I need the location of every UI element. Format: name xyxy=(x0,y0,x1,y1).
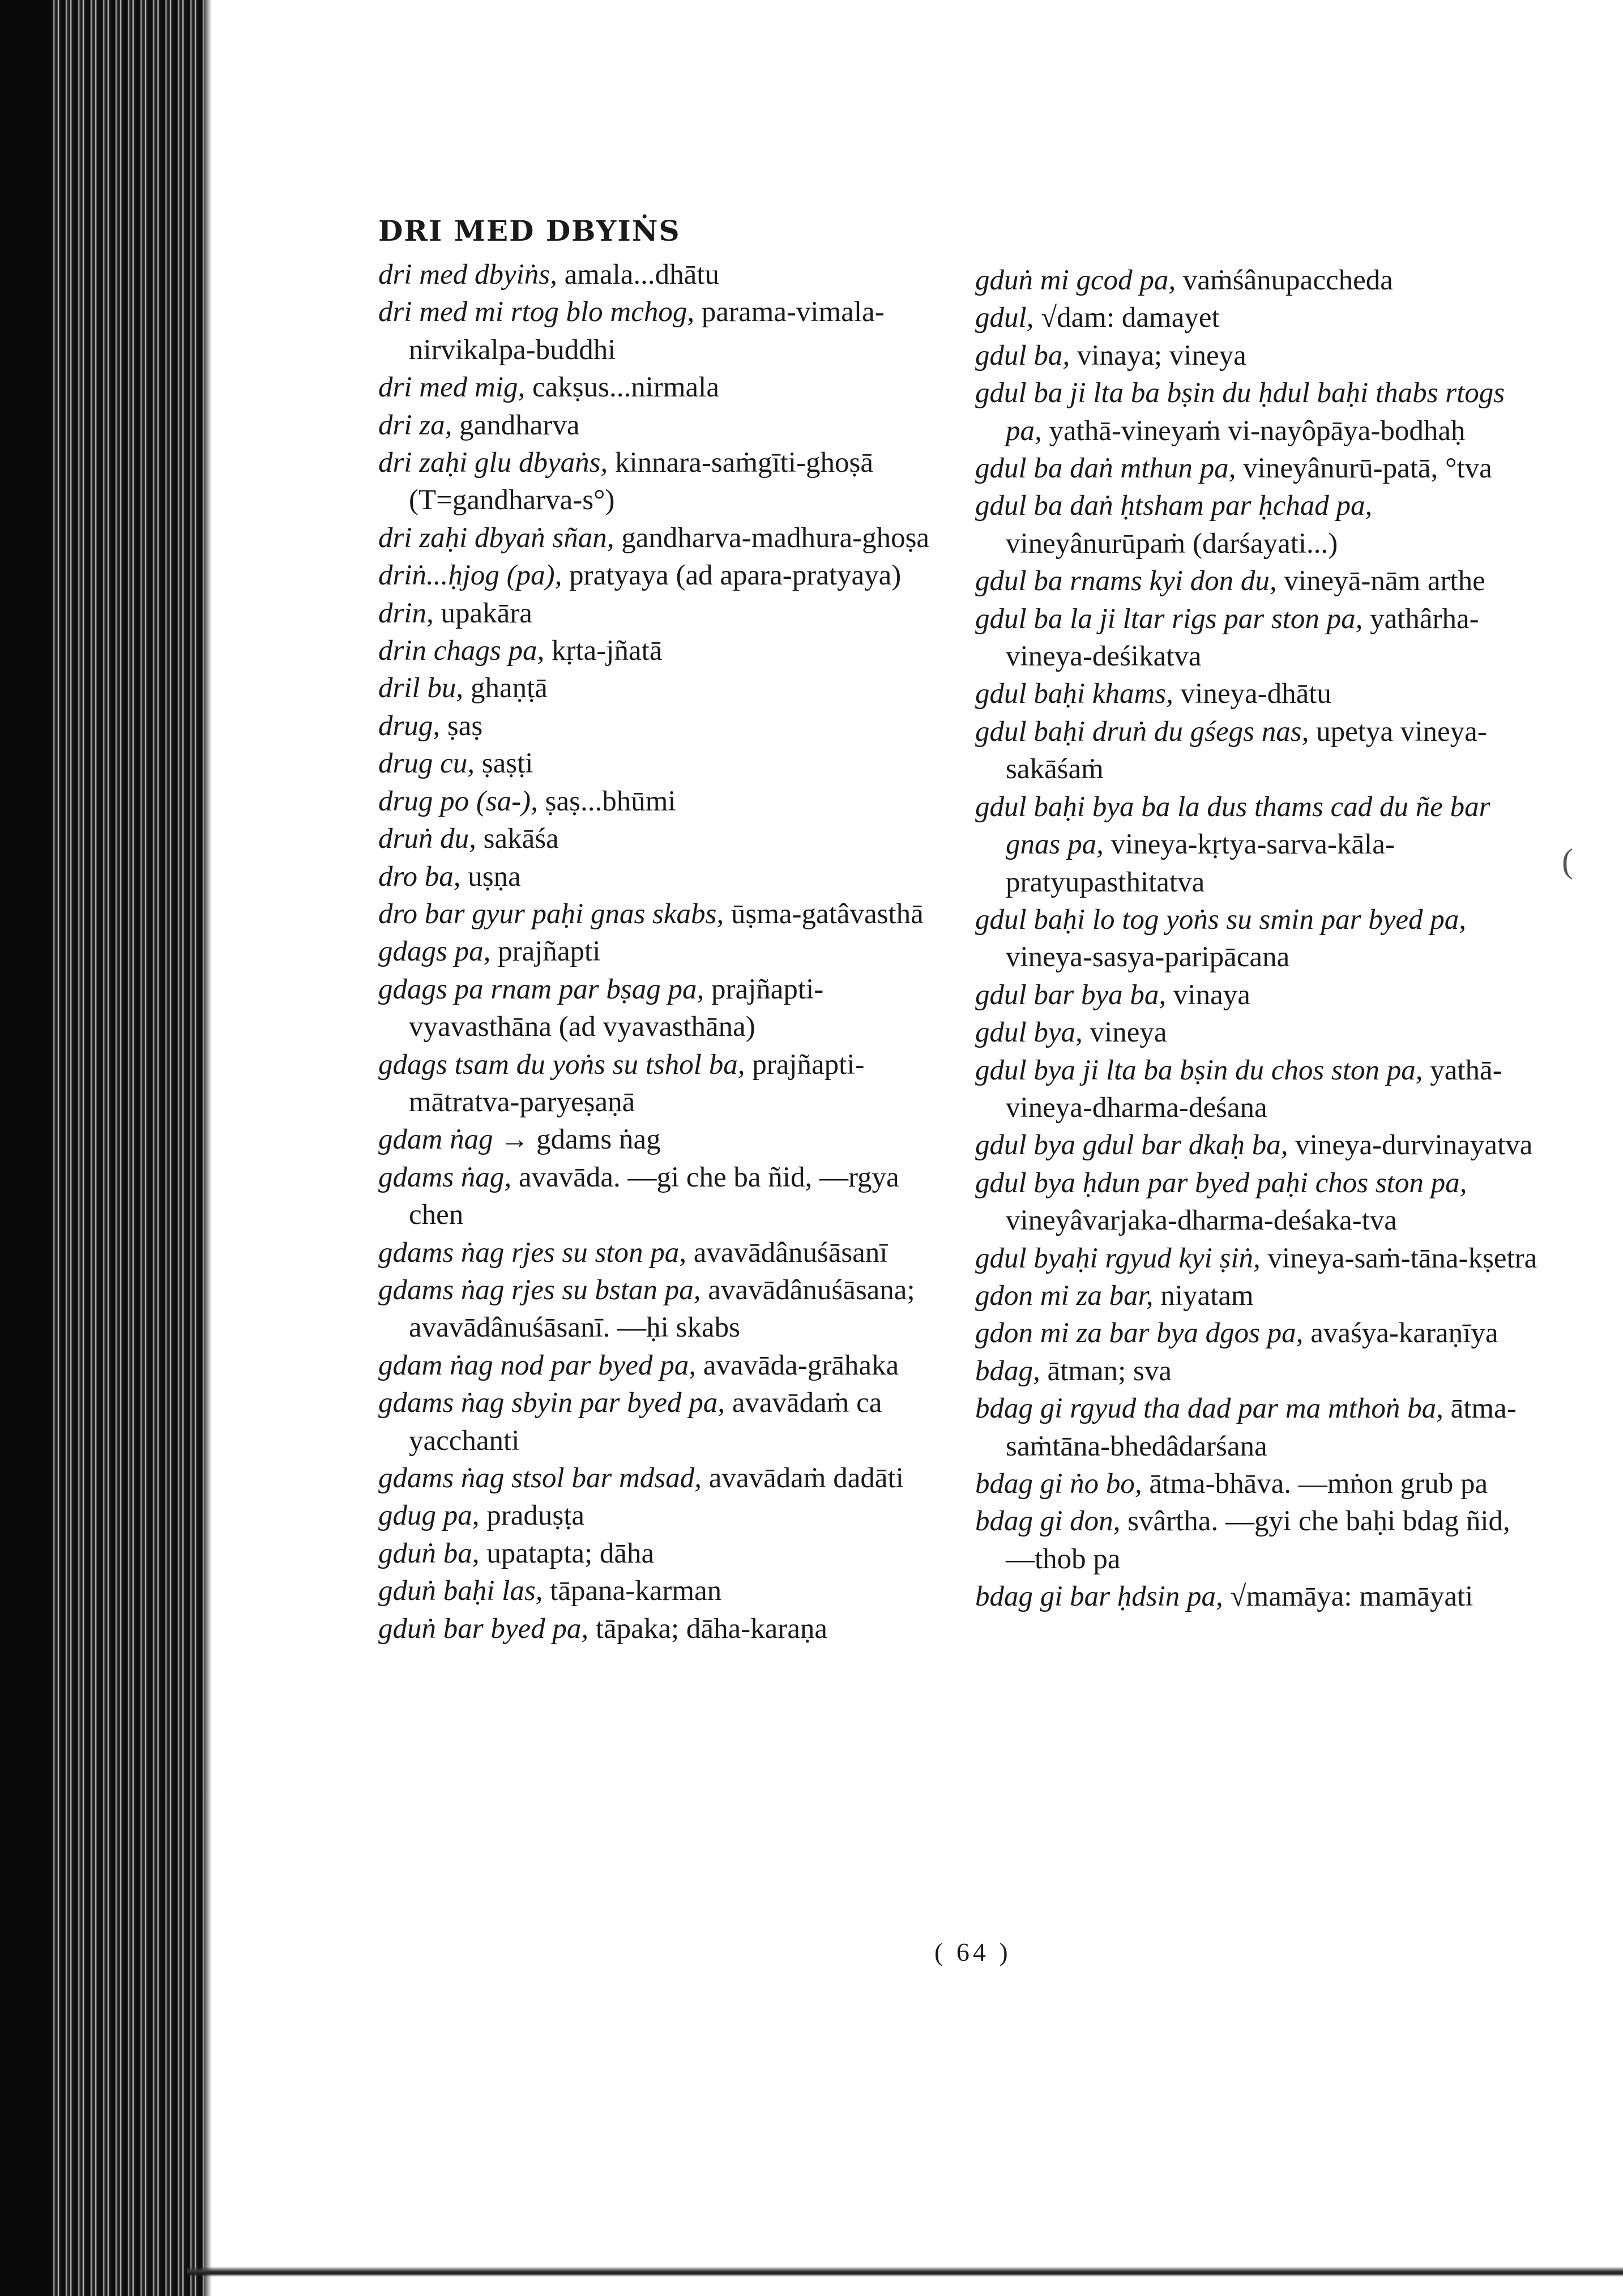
dictionary-entry xyxy=(975,299,1541,336)
tibetan-term: druṅ du, xyxy=(378,823,476,855)
sanskrit-gloss: ghaṇṭā xyxy=(463,672,548,705)
dictionary-entry xyxy=(975,901,1541,976)
dictionary-entry xyxy=(975,487,1541,562)
tibetan-term: gdul bya ji lta ba bṣin du chos ston pa, xyxy=(975,1054,1423,1086)
dictionary-entry xyxy=(975,562,1541,600)
sanskrit-gloss: prajñapti-vyavasthāna (ad vyavasthāna) xyxy=(409,973,824,1043)
tibetan-term: gdug pa, xyxy=(378,1500,480,1532)
dictionary-entry xyxy=(975,262,1541,299)
tibetan-term: gduṅ mi gcod pa, xyxy=(975,264,1176,296)
sanskrit-gloss: prajñapti-mātratva-paryeṣaṇā xyxy=(409,1048,865,1118)
dictionary-entry xyxy=(378,557,945,594)
margin-mark: ( xyxy=(1562,842,1573,880)
tibetan-term: drug, xyxy=(378,710,441,742)
sanskrit-gloss: avavādaṁ ca yacchanti xyxy=(409,1387,882,1457)
dictionary-entry xyxy=(378,669,945,707)
tibetan-term: gdags pa, xyxy=(378,936,491,968)
sanskrit-gloss: kinnara-saṁgīti-ghoṣā (T=gandharva-s°) xyxy=(409,447,873,517)
tibetan-term: drin chags pa, xyxy=(378,635,545,667)
sanskrit-gloss: upetya vineya-sakāśaṁ xyxy=(1006,715,1487,786)
dictionary-entry xyxy=(378,1610,945,1648)
tibetan-term: gdul ba rnams kyi don du, xyxy=(975,565,1277,598)
sanskrit-gloss: ṣaṣ xyxy=(440,710,483,742)
dictionary-entry xyxy=(975,1277,1541,1315)
dictionary-entry xyxy=(975,1052,1541,1127)
dictionary-entry xyxy=(378,369,945,406)
sanskrit-gloss: avavāda. —gi che ba ñid, —rgya chen xyxy=(409,1161,899,1231)
sanskrit-gloss: uṣṇa xyxy=(460,860,521,893)
tibetan-term: dri med mig, xyxy=(378,372,526,404)
sanskrit-gloss: parama-vimala-nirvikalpa-buddhi xyxy=(409,296,885,366)
dictionary-entry xyxy=(378,632,945,669)
tibetan-term: gduṅ baḥi las, xyxy=(378,1575,543,1607)
dictionary-entry xyxy=(975,450,1541,487)
dictionary-entry xyxy=(378,895,945,933)
dictionary-entry xyxy=(975,1315,1541,1352)
tibetan-term: gdul bar bya ba, xyxy=(975,979,1167,1011)
tibetan-term: gduṅ bar byed pa, xyxy=(378,1612,589,1645)
right-column xyxy=(975,262,1541,1616)
tibetan-term: gdul bya, xyxy=(975,1017,1083,1049)
tibetan-term: drug po (sa-), xyxy=(378,785,538,817)
sanskrit-gloss: upakāra xyxy=(433,597,532,629)
sanskrit-gloss: yathârha-vineya-deśikatva xyxy=(1006,603,1479,673)
dictionary-entry xyxy=(975,713,1541,788)
tibetan-term: gdul ba la ji ltar rigs par ston pa, xyxy=(975,603,1363,635)
dictionary-entry xyxy=(378,595,945,632)
dictionary-entry xyxy=(378,444,945,519)
sanskrit-gloss: vineya-dhātu xyxy=(1173,678,1331,710)
dictionary-entry xyxy=(975,976,1541,1014)
sanskrit-gloss: vineya-sasya-paripācana xyxy=(1006,941,1290,974)
dictionary-entry xyxy=(975,1578,1541,1615)
tibetan-term: bdag gi bar ḥdsin pa, xyxy=(975,1581,1223,1613)
tibetan-term: gdam ṅag nod par byed pa, xyxy=(378,1349,696,1381)
sanskrit-gloss: vineya-kṛtya-sarva-kāla-pratyupasthitatva xyxy=(1006,829,1395,898)
sanskrit-gloss: avavādânuśāsana; avavādânuśāsanī. —ḥi skabs xyxy=(409,1274,915,1344)
sanskrit-gloss: ūṣma-gatâvasthā xyxy=(724,898,924,930)
tibetan-term: dri med dbyiṅs, xyxy=(378,259,557,291)
tibetan-term: drin, xyxy=(378,597,434,629)
tibetan-term: dro ba, xyxy=(378,860,461,893)
sanskrit-gloss: amala...dhātu xyxy=(557,259,719,291)
tibetan-term: drug cu, xyxy=(378,748,475,780)
sanskrit-gloss: → gdams ṅag xyxy=(493,1124,661,1156)
dictionary-entry xyxy=(378,1121,945,1158)
dictionary-entry xyxy=(378,1347,945,1384)
sanskrit-gloss: ṣaṣ...bhūmi xyxy=(537,785,676,817)
dictionary-entry xyxy=(378,1271,945,1347)
dictionary-entry xyxy=(975,1352,1541,1390)
sanskrit-gloss: avavādaṁ dadāti xyxy=(702,1462,904,1494)
sanskrit-gloss: ṣaṣṭi xyxy=(474,748,533,780)
dictionary-entry xyxy=(975,600,1541,676)
dictionary-entry xyxy=(975,1164,1541,1240)
sanskrit-gloss: avavāda-grāhaka xyxy=(695,1349,899,1381)
sanskrit-gloss: vineya-durvinayatva xyxy=(1288,1129,1533,1162)
dictionary-entry xyxy=(975,675,1541,712)
tibetan-term: gdul, xyxy=(975,302,1034,334)
tibetan-term: gdags tsam du yoṅs su tshol ba, xyxy=(378,1048,745,1081)
sanskrit-gloss: gandharva-madhura-ghoṣa xyxy=(614,522,930,554)
sanskrit-gloss: vinaya; vineya xyxy=(1070,339,1246,372)
dictionary-entry xyxy=(378,407,945,444)
left-column xyxy=(378,256,945,1648)
sanskrit-gloss: ātma-bhāva. —mṅon grub pa xyxy=(1142,1468,1488,1500)
dictionary-entry xyxy=(378,783,945,820)
dictionary-entry xyxy=(378,1572,945,1610)
sanskrit-gloss: upatapta; dāha xyxy=(479,1537,655,1569)
sanskrit-gloss: niyatam xyxy=(1153,1279,1254,1312)
sanskrit-gloss: vinaya xyxy=(1166,979,1250,1011)
sanskrit-gloss: ātman; sva xyxy=(1040,1355,1172,1387)
tibetan-term: bdag gi ṅo bo, xyxy=(975,1468,1142,1500)
tibetan-term: gdags pa rnam par bṣag pa, xyxy=(378,973,704,1005)
sanskrit-gloss: vineya xyxy=(1082,1017,1167,1049)
tibetan-term: gdon mi za bar bya dgos pa, xyxy=(975,1317,1304,1350)
tibetan-term: dril bu, xyxy=(378,672,464,705)
tibetan-term: gduṅ ba, xyxy=(378,1537,480,1569)
tibetan-term: gdul baḥi khams, xyxy=(975,678,1173,710)
dictionary-entry xyxy=(378,256,945,293)
sanskrit-gloss: ātma-saṁtāna-bhedâdarśana xyxy=(1006,1393,1517,1462)
tibetan-term: gdul baḥi lo tog yoṅs su smin par byed pa, xyxy=(975,903,1466,936)
sanskrit-gloss: yathā-vineya-dharma-deśana xyxy=(1006,1054,1502,1124)
sanskrit-gloss: √dam: damayet xyxy=(1033,302,1220,334)
sanskrit-gloss: gandharva xyxy=(452,409,580,441)
sanskrit-gloss: vineyā-nām arthe xyxy=(1276,565,1485,598)
sanskrit-gloss: vaṁśânupaccheda xyxy=(1176,264,1393,296)
dictionary-entry xyxy=(378,858,945,895)
sanskrit-gloss: svârtha. —gyi che baḥi bdag ñid, —thob pa xyxy=(1006,1505,1510,1575)
tibetan-term: gdul byaḥi rgyud kyi ṣiṅ, xyxy=(975,1242,1261,1274)
dictionary-entry xyxy=(378,933,945,970)
tibetan-term: gdul bya gdul bar dkaḥ ba, xyxy=(975,1129,1288,1162)
sanskrit-gloss: tāpaka; dāha-karaṇa xyxy=(588,1612,828,1645)
sanskrit-gloss: vineya-saṁ-tāna-kṣetra xyxy=(1260,1242,1537,1274)
dictionary-entry xyxy=(378,1535,945,1572)
dictionary-entry xyxy=(975,1126,1541,1164)
bottom-page-shadow xyxy=(187,2267,1623,2277)
tibetan-term: gdams ṅag rjes su bstan pa, xyxy=(378,1274,701,1306)
dictionary-entry xyxy=(975,337,1541,374)
dictionary-entry xyxy=(378,707,945,745)
tibetan-term: gdul ba daṅ ḥtsham par ḥchad pa, xyxy=(975,490,1373,522)
tibetan-term: bdag gi don, xyxy=(975,1505,1121,1538)
dictionary-entry xyxy=(975,1014,1541,1051)
tibetan-term: gdams ṅag, xyxy=(378,1161,512,1193)
dictionary-entry xyxy=(975,374,1541,450)
running-header: DRI MED DBYIṄS xyxy=(378,214,681,247)
sanskrit-gloss: sakāśa xyxy=(476,823,559,855)
tibetan-term: gdul ba daṅ mthun pa, xyxy=(975,453,1236,485)
tibetan-term: gdul baḥi bya ba la dus thams cad du ñe bar gnas pa, xyxy=(975,791,1490,861)
tibetan-term: gdul bya ḥdun par byed paḥi chos ston pa, xyxy=(975,1167,1467,1199)
tibetan-term: gdam ṅag xyxy=(378,1124,493,1156)
dictionary-entry xyxy=(378,1159,945,1234)
sanskrit-gloss: vineyânurū-patā, °tva xyxy=(1236,453,1492,485)
sanskrit-gloss: kṛta-jñatā xyxy=(544,635,663,667)
tibetan-term: bdag, xyxy=(975,1355,1040,1387)
dictionary-entry xyxy=(975,788,1541,901)
tibetan-term: gdams ṅag stsol bar mdsad, xyxy=(378,1462,702,1494)
sanskrit-gloss: vineyânurūpaṁ (darśayati...) xyxy=(1006,527,1338,560)
dictionary-entry xyxy=(378,1384,945,1459)
sanskrit-gloss: cakṣus...nirmala xyxy=(525,372,719,404)
sanskrit-gloss: √mamāya: mamāyati xyxy=(1223,1581,1473,1613)
tibetan-term: gdams ṅag rjes su ston pa, xyxy=(378,1236,687,1269)
tibetan-term: dri zaḥi dbyaṅ sñan, xyxy=(378,522,614,554)
sanskrit-gloss: avavādânuśāsanī xyxy=(686,1236,888,1269)
dictionary-entry xyxy=(378,1459,945,1497)
sanskrit-gloss: pratyaya (ad apara-pratyaya) xyxy=(562,560,902,592)
tibetan-term: gdul baḥi druṅ du gśegs nas, xyxy=(975,715,1309,748)
tibetan-term: dri zaḥi glu dbyaṅs, xyxy=(378,447,608,479)
sanskrit-gloss: praduṣṭa xyxy=(479,1500,585,1532)
sanskrit-gloss: vineyâvarjaka-dharma-deśaka-tva xyxy=(1006,1205,1397,1237)
dictionary-entry xyxy=(378,1234,945,1271)
tibetan-term: gdul ba, xyxy=(975,339,1070,372)
sanskrit-gloss: prajñapti xyxy=(490,936,601,968)
tibetan-term: gdams ṅag sbyin par byed pa, xyxy=(378,1387,725,1419)
page-number: ( 64 ) xyxy=(934,1937,1011,1966)
dictionary-entry xyxy=(975,1390,1541,1465)
sanskrit-gloss: yathā-vineyaṁ vi-nayôpāya-bodhaḥ xyxy=(1041,415,1466,447)
dictionary-entry xyxy=(378,1497,945,1534)
sanskrit-gloss: tāpana-karman xyxy=(543,1575,722,1607)
tibetan-term: driṅ...ḥjog (pa), xyxy=(378,560,562,592)
dictionary-entry xyxy=(378,971,945,1046)
tibetan-term: dri za, xyxy=(378,409,452,441)
dictionary-entry xyxy=(378,519,945,557)
dictionary-entry xyxy=(378,820,945,857)
tibetan-term: dro bar gyur paḥi gnas skabs, xyxy=(378,898,724,930)
dictionary-entry xyxy=(378,293,945,369)
dictionary-entry xyxy=(975,1465,1541,1503)
sanskrit-gloss: avaśya-karaṇīya xyxy=(1303,1317,1498,1350)
dictionary-entry xyxy=(975,1240,1541,1277)
tibetan-term: bdag gi rgyud tha dad par ma mthoṅ ba, xyxy=(975,1393,1443,1425)
book-spine-page-edges xyxy=(0,0,204,2296)
tibetan-term: gdul ba ji lta ba bṣin du ḥdul baḥi thabs rtogs pa, xyxy=(975,377,1505,447)
tibetan-term: dri med mi rtog blo mchog, xyxy=(378,296,695,328)
dictionary-entry xyxy=(378,1046,945,1121)
dictionary-entry xyxy=(378,745,945,782)
dictionary-entry xyxy=(975,1503,1541,1578)
tibetan-term: gdon mi za bar, xyxy=(975,1279,1154,1312)
